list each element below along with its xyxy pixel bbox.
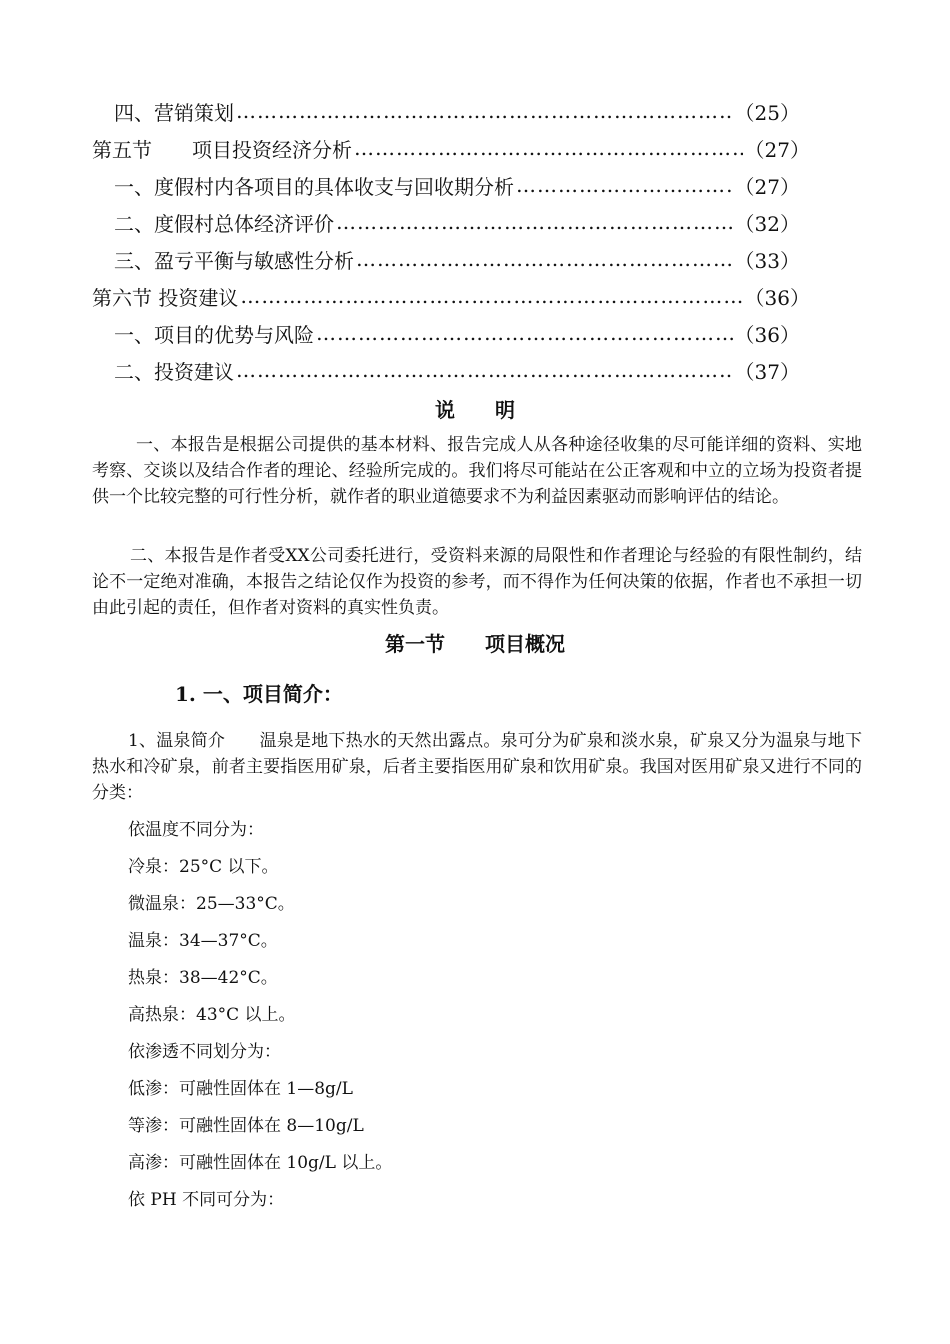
notes-title: 说 明 bbox=[435, 398, 515, 422]
toc-leader-dots bbox=[354, 136, 743, 160]
toc-entry-label: 一、度假村内各项目的具体收支与回收期分析 bbox=[114, 174, 514, 199]
toc-entry[interactable] bbox=[92, 279, 810, 313]
toc-page-number: （27） bbox=[734, 174, 800, 199]
classification-line: 高热泉：43°C 以上。 bbox=[128, 1005, 296, 1025]
toc-entry[interactable] bbox=[114, 316, 800, 350]
toc-leader-dots bbox=[236, 358, 733, 382]
classification-line: 等渗：可融性固体在 8—10g/L bbox=[128, 1116, 364, 1136]
toc-entry-label: 三、盈亏平衡与敏感性分析 bbox=[114, 248, 354, 273]
classification-line: 低渗：可融性固体在 1—8g/L bbox=[128, 1079, 353, 1099]
toc-leader-dots bbox=[236, 99, 733, 123]
classification-line: 依 PH 不同可分为： bbox=[128, 1190, 285, 1210]
notes-paragraph-1: 一、本报告是根据公司提供的基本材料、报告完成人从各种途径收集的尽可能详细的资料、实地考察、交谈以及结合作者的理论、经验所完成的。我们将尽可能站在公正客观和中立的立场为投资者提供一个比较完整的可行性分析，就作者的职业道德要求不为利益因素驱动而影响评估的结论。 bbox=[92, 435, 862, 507]
toc-leader-dots bbox=[516, 173, 733, 197]
toc-leader-dots bbox=[316, 321, 733, 345]
intro-paragraph: 1、温泉简介 温泉是地下热水的天然出露点。泉可分为矿泉和淡水泉，矿泉又分为温泉与地下热水和冷矿泉，前者主要指医用矿泉，后者主要指医用矿泉和饮用矿泉。我国对医用矿泉又进行不同的分类： bbox=[92, 731, 862, 803]
toc-leader-dots bbox=[240, 284, 742, 308]
toc-entry-label: 第六节 投资建议 bbox=[92, 285, 239, 310]
notes-paragraph-2: 二、本报告是作者受XX公司委托进行，受资料来源的局限性和作者理论与经验的有限性制约，结论不一定绝对准确，本报告之结论仅作为投资的参考，而不得作为任何决策的依据，作者也不承担一切由此引起的责任，但作者对资料的真实性负责。 bbox=[92, 546, 862, 618]
classification-line: 冷泉：25°C 以下。 bbox=[128, 857, 279, 877]
classification-line: 高渗：可融性固体在 10g/L 以上。 bbox=[128, 1153, 393, 1173]
toc-page-number: （36） bbox=[744, 285, 810, 310]
toc-page-number: （33） bbox=[734, 248, 800, 273]
toc-page-number: （36） bbox=[734, 322, 800, 347]
toc-page-number: （32） bbox=[734, 211, 800, 236]
classification-line: 热泉：38—42°C。 bbox=[128, 968, 278, 988]
toc-entry[interactable] bbox=[114, 168, 800, 202]
toc-entry-label: 一、项目的优势与风险 bbox=[114, 322, 314, 347]
toc-leader-dots bbox=[336, 210, 733, 234]
classification-line: 依温度不同分为： bbox=[128, 820, 264, 840]
toc-entry-label: 第五节 项目投资经济分析 bbox=[92, 137, 352, 162]
classification-line: 依渗透不同划分为： bbox=[128, 1042, 281, 1062]
classification-line: 温泉：34—37°C。 bbox=[128, 931, 278, 951]
sub-heading: 1. 一、项目简介： bbox=[175, 682, 343, 706]
section-title: 第一节 项目概况 bbox=[385, 632, 565, 656]
toc-entry[interactable] bbox=[114, 94, 800, 128]
toc-entry[interactable] bbox=[114, 205, 800, 239]
toc-page-number: （27） bbox=[744, 137, 810, 162]
classification-line: 微温泉：25—33°C。 bbox=[128, 894, 295, 914]
toc-entry-label: 二、投资建议 bbox=[114, 359, 234, 384]
toc-entry-label: 二、度假村总体经济评价 bbox=[114, 211, 334, 236]
toc-entry-label: 四、营销策划 bbox=[114, 100, 234, 125]
toc-entry[interactable] bbox=[114, 242, 800, 276]
toc-entry[interactable] bbox=[92, 131, 810, 165]
toc-page-number: （25） bbox=[734, 100, 800, 125]
toc-leader-dots bbox=[356, 247, 733, 271]
toc-entry[interactable] bbox=[114, 353, 800, 387]
toc-page-number: （37） bbox=[734, 359, 800, 384]
